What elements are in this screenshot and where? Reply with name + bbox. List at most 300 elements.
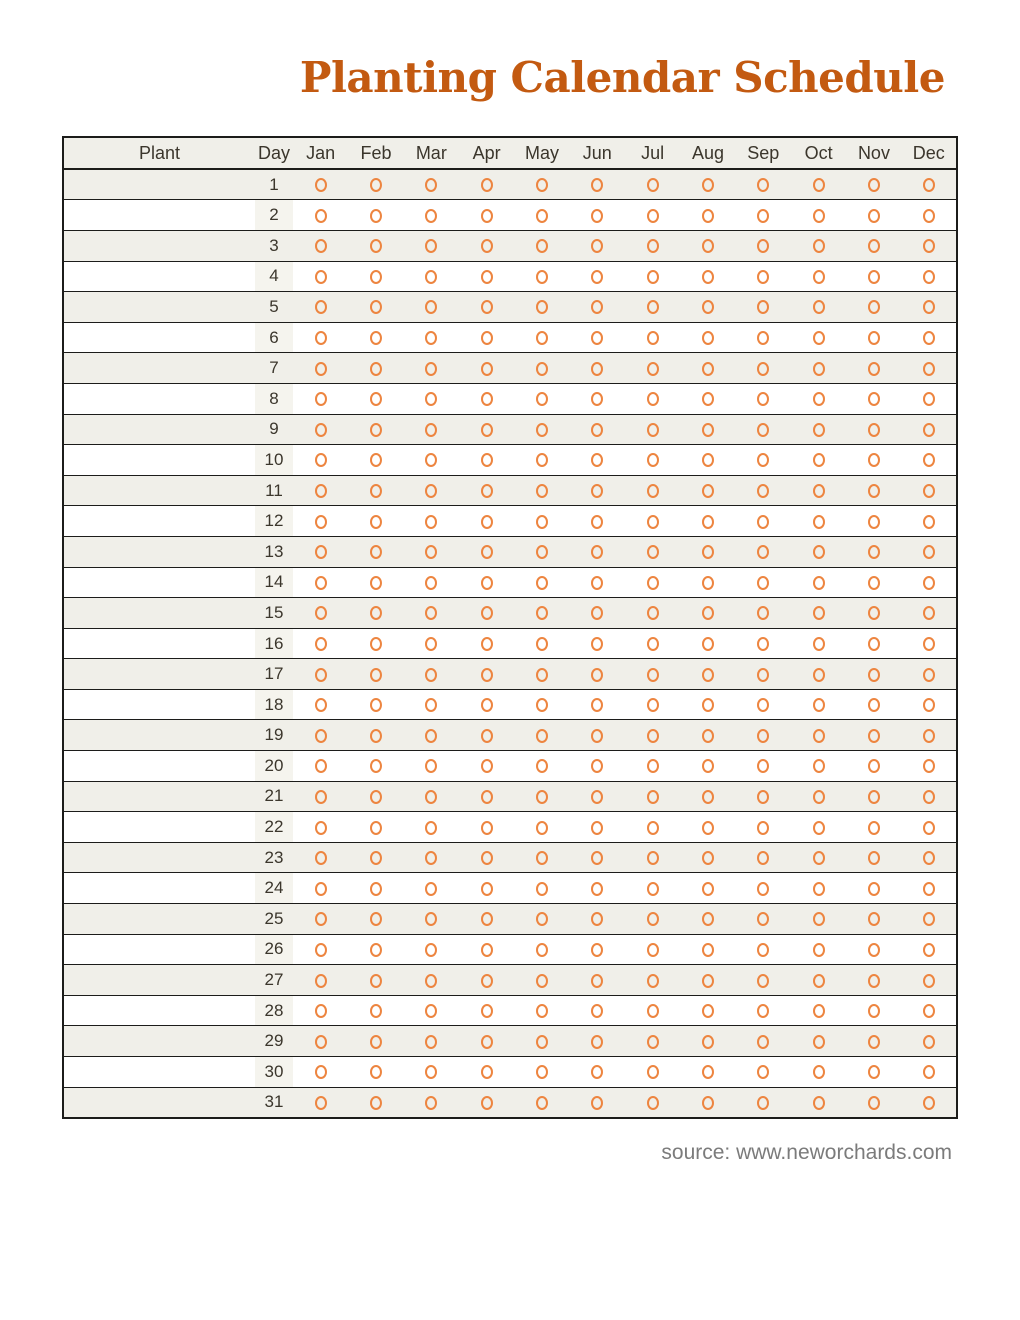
month-marker-circle-icon[interactable] — [481, 1004, 493, 1018]
month-marker-circle-icon[interactable] — [757, 729, 769, 743]
month-marker-circle-icon[interactable] — [481, 606, 493, 620]
month-marker-circle-icon[interactable] — [536, 484, 548, 498]
month-marker-circle-icon[interactable] — [757, 270, 769, 284]
month-marker-circle-icon[interactable] — [813, 698, 825, 712]
month-marker-circle-icon[interactable] — [481, 392, 493, 406]
month-marker-circle-icon[interactable] — [315, 637, 327, 651]
month-marker-circle-icon[interactable] — [481, 209, 493, 223]
month-marker-circle-icon[interactable] — [536, 178, 548, 192]
month-marker-circle-icon[interactable] — [315, 698, 327, 712]
month-marker-circle-icon[interactable] — [702, 974, 714, 988]
month-marker-circle-icon[interactable] — [315, 545, 327, 559]
month-marker-circle-icon[interactable] — [757, 362, 769, 376]
month-marker-circle-icon[interactable] — [425, 851, 437, 865]
month-marker-circle-icon[interactable] — [315, 270, 327, 284]
month-marker-circle-icon[interactable] — [757, 668, 769, 682]
month-marker-circle-icon[interactable] — [647, 1096, 659, 1110]
month-marker-circle-icon[interactable] — [923, 331, 935, 345]
month-marker-circle-icon[interactable] — [536, 1035, 548, 1049]
month-marker-circle-icon[interactable] — [647, 300, 659, 314]
month-marker-circle-icon[interactable] — [757, 484, 769, 498]
month-marker-circle-icon[interactable] — [813, 821, 825, 835]
month-marker-circle-icon[interactable] — [813, 515, 825, 529]
month-marker-circle-icon[interactable] — [370, 515, 382, 529]
month-marker-circle-icon[interactable] — [813, 300, 825, 314]
month-marker-circle-icon[interactable] — [425, 821, 437, 835]
month-marker-circle-icon[interactable] — [813, 668, 825, 682]
month-marker-circle-icon[interactable] — [647, 974, 659, 988]
month-marker-circle-icon[interactable] — [868, 821, 880, 835]
month-marker-circle-icon[interactable] — [702, 759, 714, 773]
month-marker-circle-icon[interactable] — [813, 239, 825, 253]
month-marker-circle-icon[interactable] — [536, 606, 548, 620]
month-marker-circle-icon[interactable] — [591, 576, 603, 590]
month-marker-circle-icon[interactable] — [591, 178, 603, 192]
month-marker-circle-icon[interactable] — [425, 1096, 437, 1110]
month-marker-circle-icon[interactable] — [481, 453, 493, 467]
month-marker-circle-icon[interactable] — [757, 882, 769, 896]
month-marker-circle-icon[interactable] — [315, 484, 327, 498]
month-marker-circle-icon[interactable] — [868, 178, 880, 192]
month-marker-circle-icon[interactable] — [647, 331, 659, 345]
month-marker-circle-icon[interactable] — [425, 576, 437, 590]
month-marker-circle-icon[interactable] — [702, 239, 714, 253]
month-marker-circle-icon[interactable] — [923, 912, 935, 926]
month-marker-circle-icon[interactable] — [757, 576, 769, 590]
month-marker-circle-icon[interactable] — [647, 423, 659, 437]
month-marker-circle-icon[interactable] — [425, 331, 437, 345]
month-marker-circle-icon[interactable] — [315, 943, 327, 957]
month-marker-circle-icon[interactable] — [757, 606, 769, 620]
month-marker-circle-icon[interactable] — [536, 882, 548, 896]
month-marker-circle-icon[interactable] — [425, 943, 437, 957]
month-marker-circle-icon[interactable] — [370, 790, 382, 804]
month-marker-circle-icon[interactable] — [591, 545, 603, 559]
month-marker-circle-icon[interactable] — [481, 851, 493, 865]
month-marker-circle-icon[interactable] — [868, 453, 880, 467]
month-marker-circle-icon[interactable] — [425, 1065, 437, 1079]
month-marker-circle-icon[interactable] — [757, 1004, 769, 1018]
month-marker-circle-icon[interactable] — [868, 637, 880, 651]
month-marker-circle-icon[interactable] — [315, 209, 327, 223]
month-marker-circle-icon[interactable] — [702, 362, 714, 376]
month-marker-circle-icon[interactable] — [370, 209, 382, 223]
month-marker-circle-icon[interactable] — [702, 851, 714, 865]
month-marker-circle-icon[interactable] — [647, 239, 659, 253]
month-marker-circle-icon[interactable] — [647, 545, 659, 559]
month-marker-circle-icon[interactable] — [813, 362, 825, 376]
month-marker-circle-icon[interactable] — [647, 729, 659, 743]
month-marker-circle-icon[interactable] — [757, 453, 769, 467]
month-marker-circle-icon[interactable] — [702, 331, 714, 345]
month-marker-circle-icon[interactable] — [536, 943, 548, 957]
month-marker-circle-icon[interactable] — [536, 759, 548, 773]
month-marker-circle-icon[interactable] — [813, 943, 825, 957]
month-marker-circle-icon[interactable] — [536, 423, 548, 437]
month-marker-circle-icon[interactable] — [923, 209, 935, 223]
month-marker-circle-icon[interactable] — [813, 637, 825, 651]
month-marker-circle-icon[interactable] — [536, 821, 548, 835]
month-marker-circle-icon[interactable] — [757, 178, 769, 192]
month-marker-circle-icon[interactable] — [370, 729, 382, 743]
month-marker-circle-icon[interactable] — [591, 637, 603, 651]
month-marker-circle-icon[interactable] — [757, 515, 769, 529]
month-marker-circle-icon[interactable] — [591, 209, 603, 223]
month-marker-circle-icon[interactable] — [315, 1004, 327, 1018]
month-marker-circle-icon[interactable] — [647, 759, 659, 773]
month-marker-circle-icon[interactable] — [536, 576, 548, 590]
month-marker-circle-icon[interactable] — [481, 331, 493, 345]
month-marker-circle-icon[interactable] — [647, 209, 659, 223]
month-marker-circle-icon[interactable] — [370, 606, 382, 620]
month-marker-circle-icon[interactable] — [425, 606, 437, 620]
month-marker-circle-icon[interactable] — [868, 515, 880, 529]
month-marker-circle-icon[interactable] — [370, 1065, 382, 1079]
month-marker-circle-icon[interactable] — [481, 1035, 493, 1049]
month-marker-circle-icon[interactable] — [868, 882, 880, 896]
month-marker-circle-icon[interactable] — [868, 698, 880, 712]
month-marker-circle-icon[interactable] — [591, 515, 603, 529]
month-marker-circle-icon[interactable] — [647, 178, 659, 192]
month-marker-circle-icon[interactable] — [481, 790, 493, 804]
month-marker-circle-icon[interactable] — [425, 300, 437, 314]
month-marker-circle-icon[interactable] — [370, 453, 382, 467]
month-marker-circle-icon[interactable] — [647, 821, 659, 835]
month-marker-circle-icon[interactable] — [923, 974, 935, 988]
month-marker-circle-icon[interactable] — [757, 698, 769, 712]
month-marker-circle-icon[interactable] — [813, 1035, 825, 1049]
month-marker-circle-icon[interactable] — [481, 698, 493, 712]
month-marker-circle-icon[interactable] — [647, 484, 659, 498]
month-marker-circle-icon[interactable] — [591, 606, 603, 620]
month-marker-circle-icon[interactable] — [481, 300, 493, 314]
month-marker-circle-icon[interactable] — [425, 484, 437, 498]
month-marker-circle-icon[interactable] — [702, 729, 714, 743]
month-marker-circle-icon[interactable] — [647, 392, 659, 406]
month-marker-circle-icon[interactable] — [868, 270, 880, 284]
month-marker-circle-icon[interactable] — [425, 974, 437, 988]
month-marker-circle-icon[interactable] — [868, 484, 880, 498]
month-marker-circle-icon[interactable] — [702, 1035, 714, 1049]
month-marker-circle-icon[interactable] — [868, 759, 880, 773]
month-marker-circle-icon[interactable] — [702, 668, 714, 682]
month-marker-circle-icon[interactable] — [868, 1065, 880, 1079]
month-marker-circle-icon[interactable] — [647, 1035, 659, 1049]
month-marker-circle-icon[interactable] — [923, 239, 935, 253]
month-marker-circle-icon[interactable] — [868, 668, 880, 682]
month-marker-circle-icon[interactable] — [591, 239, 603, 253]
month-marker-circle-icon[interactable] — [923, 300, 935, 314]
month-marker-circle-icon[interactable] — [370, 423, 382, 437]
month-marker-circle-icon[interactable] — [702, 270, 714, 284]
month-marker-circle-icon[interactable] — [481, 576, 493, 590]
month-marker-circle-icon[interactable] — [702, 545, 714, 559]
month-marker-circle-icon[interactable] — [647, 912, 659, 926]
month-marker-circle-icon[interactable] — [315, 851, 327, 865]
month-marker-circle-icon[interactable] — [757, 912, 769, 926]
month-marker-circle-icon[interactable] — [757, 300, 769, 314]
month-marker-circle-icon[interactable] — [647, 943, 659, 957]
month-marker-circle-icon[interactable] — [591, 759, 603, 773]
month-marker-circle-icon[interactable] — [315, 1035, 327, 1049]
month-marker-circle-icon[interactable] — [923, 759, 935, 773]
month-marker-circle-icon[interactable] — [702, 790, 714, 804]
month-marker-circle-icon[interactable] — [425, 362, 437, 376]
month-marker-circle-icon[interactable] — [868, 392, 880, 406]
month-marker-circle-icon[interactable] — [647, 1004, 659, 1018]
month-marker-circle-icon[interactable] — [813, 484, 825, 498]
month-marker-circle-icon[interactable] — [481, 912, 493, 926]
month-marker-circle-icon[interactable] — [481, 515, 493, 529]
month-marker-circle-icon[interactable] — [536, 974, 548, 988]
month-marker-circle-icon[interactable] — [370, 392, 382, 406]
month-marker-circle-icon[interactable] — [370, 362, 382, 376]
month-marker-circle-icon[interactable] — [923, 637, 935, 651]
month-marker-circle-icon[interactable] — [315, 912, 327, 926]
month-marker-circle-icon[interactable] — [702, 698, 714, 712]
month-marker-circle-icon[interactable] — [591, 1065, 603, 1079]
month-marker-circle-icon[interactable] — [702, 1065, 714, 1079]
month-marker-circle-icon[interactable] — [591, 484, 603, 498]
month-marker-circle-icon[interactable] — [315, 729, 327, 743]
month-marker-circle-icon[interactable] — [536, 668, 548, 682]
month-marker-circle-icon[interactable] — [591, 362, 603, 376]
month-marker-circle-icon[interactable] — [481, 943, 493, 957]
month-marker-circle-icon[interactable] — [757, 790, 769, 804]
month-marker-circle-icon[interactable] — [923, 484, 935, 498]
month-marker-circle-icon[interactable] — [315, 668, 327, 682]
month-marker-circle-icon[interactable] — [813, 178, 825, 192]
month-marker-circle-icon[interactable] — [923, 423, 935, 437]
month-marker-circle-icon[interactable] — [536, 912, 548, 926]
month-marker-circle-icon[interactable] — [370, 576, 382, 590]
month-marker-circle-icon[interactable] — [370, 698, 382, 712]
month-marker-circle-icon[interactable] — [536, 1065, 548, 1079]
month-marker-circle-icon[interactable] — [315, 790, 327, 804]
month-marker-circle-icon[interactable] — [647, 790, 659, 804]
month-marker-circle-icon[interactable] — [923, 882, 935, 896]
month-marker-circle-icon[interactable] — [591, 943, 603, 957]
month-marker-circle-icon[interactable] — [370, 821, 382, 835]
month-marker-circle-icon[interactable] — [315, 759, 327, 773]
month-marker-circle-icon[interactable] — [591, 1096, 603, 1110]
month-marker-circle-icon[interactable] — [536, 1096, 548, 1110]
month-marker-circle-icon[interactable] — [702, 453, 714, 467]
month-marker-circle-icon[interactable] — [813, 209, 825, 223]
month-marker-circle-icon[interactable] — [315, 606, 327, 620]
month-marker-circle-icon[interactable] — [923, 943, 935, 957]
month-marker-circle-icon[interactable] — [813, 729, 825, 743]
month-marker-circle-icon[interactable] — [868, 545, 880, 559]
month-marker-circle-icon[interactable] — [536, 1004, 548, 1018]
month-marker-circle-icon[interactable] — [923, 729, 935, 743]
month-marker-circle-icon[interactable] — [923, 1035, 935, 1049]
month-marker-circle-icon[interactable] — [370, 882, 382, 896]
month-marker-circle-icon[interactable] — [647, 668, 659, 682]
month-marker-circle-icon[interactable] — [702, 606, 714, 620]
month-marker-circle-icon[interactable] — [536, 637, 548, 651]
month-marker-circle-icon[interactable] — [702, 912, 714, 926]
month-marker-circle-icon[interactable] — [425, 239, 437, 253]
month-marker-circle-icon[interactable] — [370, 1096, 382, 1110]
month-marker-circle-icon[interactable] — [647, 698, 659, 712]
month-marker-circle-icon[interactable] — [591, 912, 603, 926]
month-marker-circle-icon[interactable] — [813, 974, 825, 988]
month-marker-circle-icon[interactable] — [702, 821, 714, 835]
month-marker-circle-icon[interactable] — [868, 331, 880, 345]
month-marker-circle-icon[interactable] — [536, 270, 548, 284]
month-marker-circle-icon[interactable] — [813, 423, 825, 437]
month-marker-circle-icon[interactable] — [702, 882, 714, 896]
month-marker-circle-icon[interactable] — [591, 392, 603, 406]
month-marker-circle-icon[interactable] — [425, 637, 437, 651]
month-marker-circle-icon[interactable] — [536, 362, 548, 376]
month-marker-circle-icon[interactable] — [813, 392, 825, 406]
month-marker-circle-icon[interactable] — [481, 484, 493, 498]
month-marker-circle-icon[interactable] — [923, 178, 935, 192]
month-marker-circle-icon[interactable] — [425, 1035, 437, 1049]
month-marker-circle-icon[interactable] — [481, 668, 493, 682]
month-marker-circle-icon[interactable] — [315, 1065, 327, 1079]
month-marker-circle-icon[interactable] — [757, 392, 769, 406]
month-marker-circle-icon[interactable] — [591, 882, 603, 896]
month-marker-circle-icon[interactable] — [813, 453, 825, 467]
month-marker-circle-icon[interactable] — [923, 790, 935, 804]
month-marker-circle-icon[interactable] — [315, 882, 327, 896]
month-marker-circle-icon[interactable] — [425, 515, 437, 529]
month-marker-circle-icon[interactable] — [591, 974, 603, 988]
month-marker-circle-icon[interactable] — [536, 698, 548, 712]
month-marker-circle-icon[interactable] — [813, 882, 825, 896]
month-marker-circle-icon[interactable] — [591, 851, 603, 865]
month-marker-circle-icon[interactable] — [536, 790, 548, 804]
month-marker-circle-icon[interactable] — [425, 698, 437, 712]
month-marker-circle-icon[interactable] — [481, 974, 493, 988]
month-marker-circle-icon[interactable] — [315, 362, 327, 376]
month-marker-circle-icon[interactable] — [315, 178, 327, 192]
month-marker-circle-icon[interactable] — [923, 270, 935, 284]
month-marker-circle-icon[interactable] — [868, 606, 880, 620]
month-marker-circle-icon[interactable] — [315, 331, 327, 345]
month-marker-circle-icon[interactable] — [702, 1096, 714, 1110]
month-marker-circle-icon[interactable] — [757, 851, 769, 865]
month-marker-circle-icon[interactable] — [923, 362, 935, 376]
month-marker-circle-icon[interactable] — [702, 209, 714, 223]
month-marker-circle-icon[interactable] — [481, 882, 493, 896]
month-marker-circle-icon[interactable] — [923, 576, 935, 590]
month-marker-circle-icon[interactable] — [591, 668, 603, 682]
month-marker-circle-icon[interactable] — [591, 729, 603, 743]
month-marker-circle-icon[interactable] — [481, 1096, 493, 1110]
month-marker-circle-icon[interactable] — [757, 545, 769, 559]
month-marker-circle-icon[interactable] — [481, 362, 493, 376]
month-marker-circle-icon[interactable] — [647, 362, 659, 376]
month-marker-circle-icon[interactable] — [591, 453, 603, 467]
month-marker-circle-icon[interactable] — [757, 943, 769, 957]
month-marker-circle-icon[interactable] — [370, 668, 382, 682]
month-marker-circle-icon[interactable] — [315, 423, 327, 437]
month-marker-circle-icon[interactable] — [591, 300, 603, 314]
month-marker-circle-icon[interactable] — [757, 1035, 769, 1049]
month-marker-circle-icon[interactable] — [315, 300, 327, 314]
month-marker-circle-icon[interactable] — [757, 974, 769, 988]
month-marker-circle-icon[interactable] — [481, 178, 493, 192]
month-marker-circle-icon[interactable] — [757, 637, 769, 651]
month-marker-circle-icon[interactable] — [481, 729, 493, 743]
month-marker-circle-icon[interactable] — [370, 912, 382, 926]
month-marker-circle-icon[interactable] — [923, 392, 935, 406]
month-marker-circle-icon[interactable] — [370, 270, 382, 284]
month-marker-circle-icon[interactable] — [813, 912, 825, 926]
month-marker-circle-icon[interactable] — [370, 300, 382, 314]
month-marker-circle-icon[interactable] — [370, 239, 382, 253]
month-marker-circle-icon[interactable] — [425, 790, 437, 804]
month-marker-circle-icon[interactable] — [702, 943, 714, 957]
month-marker-circle-icon[interactable] — [868, 790, 880, 804]
month-marker-circle-icon[interactable] — [923, 1065, 935, 1079]
month-marker-circle-icon[interactable] — [702, 1004, 714, 1018]
month-marker-circle-icon[interactable] — [923, 698, 935, 712]
month-marker-circle-icon[interactable] — [536, 209, 548, 223]
month-marker-circle-icon[interactable] — [868, 729, 880, 743]
month-marker-circle-icon[interactable] — [757, 209, 769, 223]
month-marker-circle-icon[interactable] — [757, 821, 769, 835]
month-marker-circle-icon[interactable] — [757, 423, 769, 437]
month-marker-circle-icon[interactable] — [315, 392, 327, 406]
month-marker-circle-icon[interactable] — [315, 1096, 327, 1110]
month-marker-circle-icon[interactable] — [591, 790, 603, 804]
month-marker-circle-icon[interactable] — [757, 759, 769, 773]
month-marker-circle-icon[interactable] — [757, 1096, 769, 1110]
month-marker-circle-icon[interactable] — [702, 515, 714, 529]
month-marker-circle-icon[interactable] — [481, 1065, 493, 1079]
month-marker-circle-icon[interactable] — [315, 239, 327, 253]
month-marker-circle-icon[interactable] — [647, 453, 659, 467]
month-marker-circle-icon[interactable] — [702, 484, 714, 498]
month-marker-circle-icon[interactable] — [923, 1004, 935, 1018]
month-marker-circle-icon[interactable] — [591, 1004, 603, 1018]
month-marker-circle-icon[interactable] — [647, 851, 659, 865]
month-marker-circle-icon[interactable] — [813, 545, 825, 559]
month-marker-circle-icon[interactable] — [370, 1035, 382, 1049]
month-marker-circle-icon[interactable] — [370, 1004, 382, 1018]
month-marker-circle-icon[interactable] — [868, 943, 880, 957]
month-marker-circle-icon[interactable] — [481, 637, 493, 651]
month-marker-circle-icon[interactable] — [923, 821, 935, 835]
month-marker-circle-icon[interactable] — [425, 882, 437, 896]
month-marker-circle-icon[interactable] — [481, 759, 493, 773]
month-marker-circle-icon[interactable] — [536, 545, 548, 559]
month-marker-circle-icon[interactable] — [425, 453, 437, 467]
month-marker-circle-icon[interactable] — [481, 821, 493, 835]
month-marker-circle-icon[interactable] — [868, 300, 880, 314]
month-marker-circle-icon[interactable] — [813, 851, 825, 865]
month-marker-circle-icon[interactable] — [923, 515, 935, 529]
month-marker-circle-icon[interactable] — [425, 270, 437, 284]
month-marker-circle-icon[interactable] — [702, 300, 714, 314]
month-marker-circle-icon[interactable] — [425, 729, 437, 743]
month-marker-circle-icon[interactable] — [591, 270, 603, 284]
month-marker-circle-icon[interactable] — [425, 545, 437, 559]
month-marker-circle-icon[interactable] — [536, 239, 548, 253]
month-marker-circle-icon[interactable] — [315, 821, 327, 835]
month-marker-circle-icon[interactable] — [702, 637, 714, 651]
month-marker-circle-icon[interactable] — [425, 1004, 437, 1018]
month-marker-circle-icon[interactable] — [647, 606, 659, 620]
month-marker-circle-icon[interactable] — [813, 790, 825, 804]
month-marker-circle-icon[interactable] — [813, 331, 825, 345]
month-marker-circle-icon[interactable] — [315, 974, 327, 988]
